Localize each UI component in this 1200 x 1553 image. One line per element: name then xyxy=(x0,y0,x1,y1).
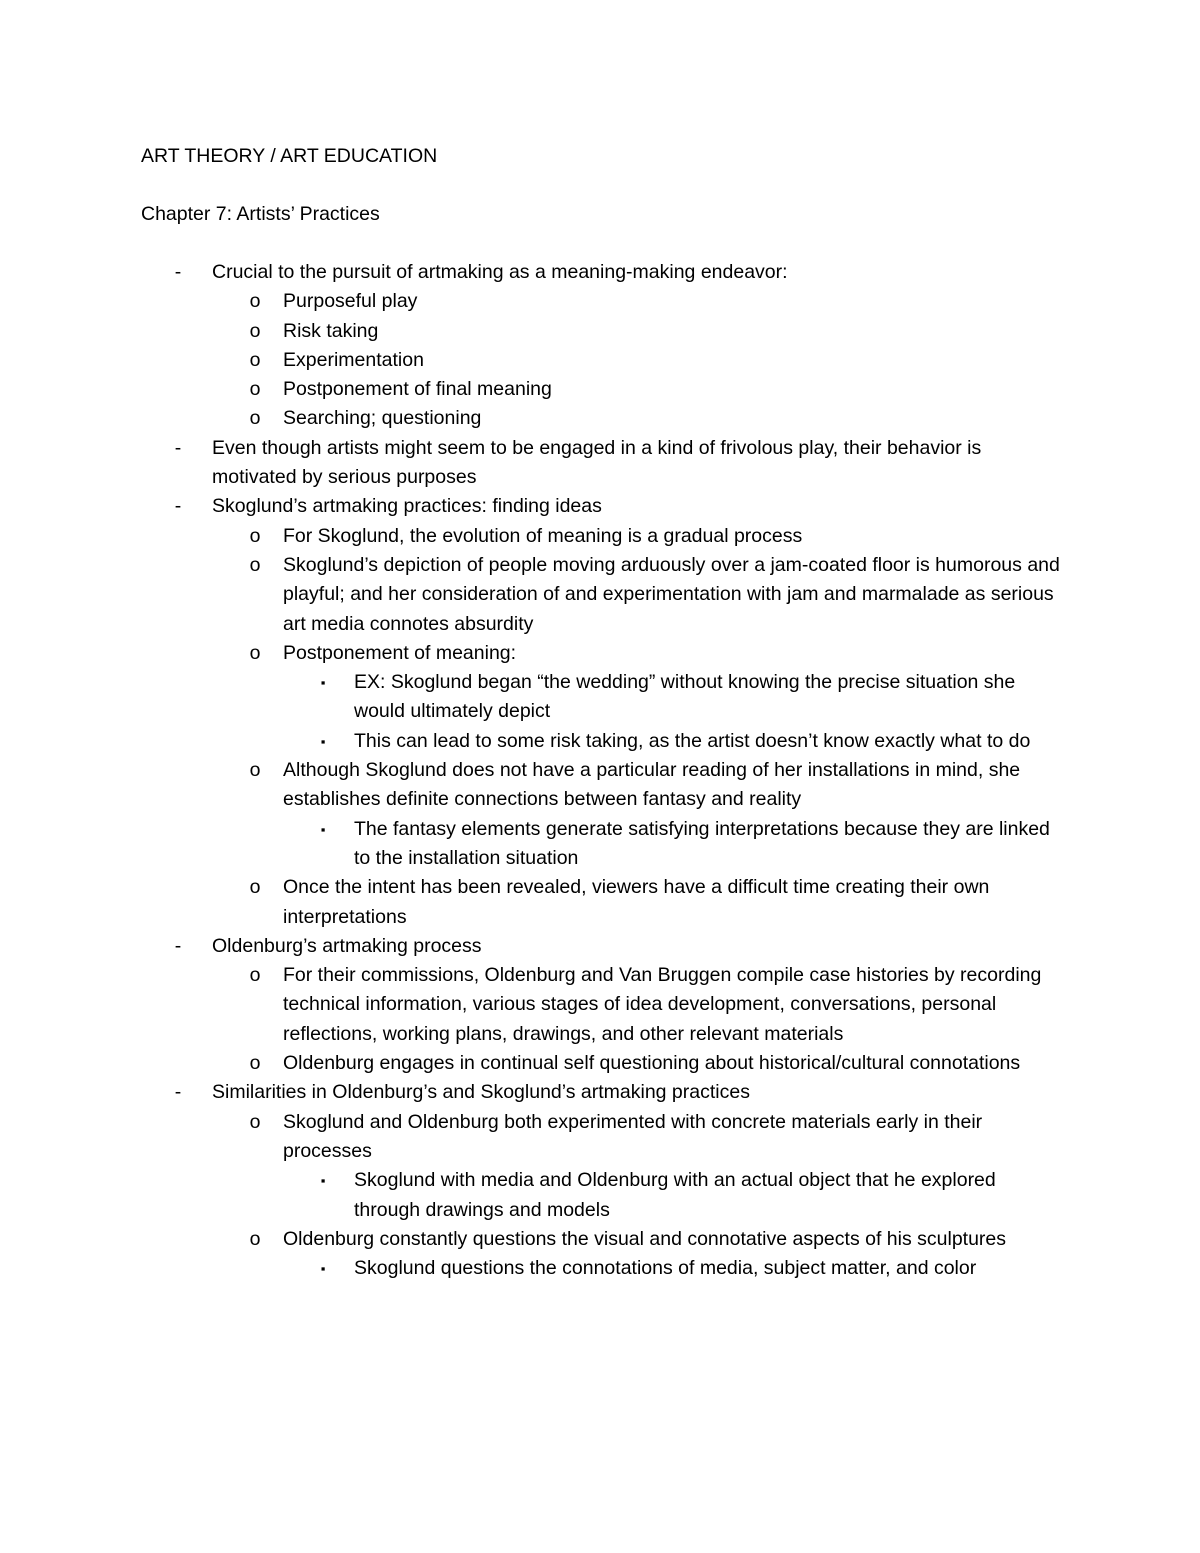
outline-item-level-2 xyxy=(0,1049,1063,1078)
square-bullet-icon: ▪ xyxy=(320,1173,326,1189)
dash-bullet-icon: - xyxy=(174,934,182,957)
document-title: ART THEORY / ART EDUCATION xyxy=(141,145,438,167)
dash-bullet-icon: - xyxy=(174,436,182,459)
chapter-heading: Chapter 7: Artists’ Practices xyxy=(141,203,380,225)
outline-item-level-2 xyxy=(0,1108,1063,1167)
circle-bullet-icon: o xyxy=(249,348,261,371)
circle-bullet-icon: o xyxy=(249,1052,261,1075)
dash-bullet-icon: - xyxy=(174,1081,182,1104)
circle-bullet-icon: o xyxy=(249,1110,261,1133)
circle-bullet-icon: o xyxy=(249,759,261,782)
outline-item-text: Skoglund’s depiction of people moving arduously over a jam-coated floor is humorous and playful; and her consideration of and experimentation with jam and marmalade as serious art media connotes absurdity xyxy=(283,553,1060,635)
circle-bullet-icon: o xyxy=(249,641,261,664)
outline-item-level-2 xyxy=(0,317,1063,346)
circle-bullet-icon: o xyxy=(249,876,261,899)
outline-item-text: EX: Skoglund began “the wedding” without knowing the precise situation she would ultimately depict xyxy=(354,671,1016,723)
outline-item-text: Skoglund questions the connotations of media, subject matter, and color xyxy=(354,1257,977,1280)
outline-item-level-1 xyxy=(0,492,1060,521)
circle-bullet-icon: o xyxy=(249,553,261,576)
square-bullet-icon: ▪ xyxy=(320,1261,326,1277)
outline-item-level-1 xyxy=(0,434,1060,493)
outline-item-level-2 xyxy=(0,756,1063,815)
circle-bullet-icon: o xyxy=(249,319,261,342)
outline-item-level-3 xyxy=(0,815,1064,874)
outline-item-level-3 xyxy=(0,727,1064,756)
circle-bullet-icon: o xyxy=(249,378,261,401)
outline-item-text: Experimentation xyxy=(283,348,424,371)
outline-item-level-3 xyxy=(0,668,1064,727)
outline-item-text: Oldenburg’s artmaking process xyxy=(212,934,482,957)
outline-item-level-2 xyxy=(0,346,1063,375)
circle-bullet-icon: o xyxy=(249,524,261,547)
outline-item-text: Skoglund with media and Oldenburg with an actual object that he explored through drawings and models xyxy=(354,1169,996,1221)
outline-item-level-2 xyxy=(0,404,1063,433)
outline-item-level-2 xyxy=(0,375,1063,404)
outline-item-text: Although Skoglund does not have a particular reading of her installations in mind, she establishes definite connections between fantasy and reality xyxy=(283,759,1021,811)
outline-item-level-2 xyxy=(0,1225,1063,1254)
outline-item-text: Searching; questioning xyxy=(283,407,482,430)
square-bullet-icon: ▪ xyxy=(320,821,326,837)
outline-item-level-2 xyxy=(0,873,1063,932)
outline-item-level-2 xyxy=(0,551,1063,639)
circle-bullet-icon: o xyxy=(249,1227,261,1250)
outline-item-text: The fantasy elements generate satisfying interpretations because they are linked to the installation situation xyxy=(354,817,1050,869)
outline-item-text: Crucial to the pursuit of artmaking as a meaning-making endeavor: xyxy=(212,261,788,283)
outline-item-text: Postponement of meaning: xyxy=(283,641,517,664)
outline-item-level-2 xyxy=(0,961,1063,1049)
outline-item-text: Postponement of final meaning xyxy=(283,378,552,401)
outline-item-text: For Skoglund, the evolution of meaning is a gradual process xyxy=(283,524,803,547)
outline-item-level-2 xyxy=(0,287,1063,316)
outline-item-text: Skoglund and Oldenburg both experimented with concrete materials early in their processes xyxy=(283,1110,983,1162)
outline-item-level-3 xyxy=(0,1166,1064,1225)
outline-item-text: For their commissions, Oldenburg and Van Bruggen compile case histories by recording technical information, various stages of idea development, conversations, personal reflections, working plans, drawings, and other relevant materials xyxy=(283,964,1042,1045)
outline-item-level-1 xyxy=(0,258,1060,287)
outline-item-text: Skoglund’s artmaking practices: finding ideas xyxy=(212,495,602,518)
outline-item-level-1 xyxy=(0,932,1060,961)
dash-bullet-icon: - xyxy=(174,495,182,518)
outline-item-text: Once the intent has been revealed, viewers have a difficult time creating their own interpretations xyxy=(283,876,990,928)
circle-bullet-icon: o xyxy=(249,964,261,987)
notes-outline xyxy=(0,258,1200,1283)
circle-bullet-icon: o xyxy=(249,290,261,313)
outline-item-text: Purposeful play xyxy=(283,290,418,313)
outline-item-level-2 xyxy=(0,639,1063,668)
outline-item-text: This can lead to some risk taking, as the artist doesn’t know exactly what to do xyxy=(354,729,1031,752)
dash-bullet-icon: - xyxy=(174,261,182,283)
outline-item-level-3 xyxy=(0,1254,1064,1283)
outline-item-text: Risk taking xyxy=(283,319,379,342)
square-bullet-icon: ▪ xyxy=(320,675,326,691)
outline-item-text: Oldenburg constantly questions the visual and connotative aspects of his sculptures xyxy=(283,1227,1007,1250)
outline-item-text: Similarities in Oldenburg’s and Skoglund’s artmaking practices xyxy=(212,1081,750,1104)
outline-item-level-2 xyxy=(0,522,1063,551)
outline-item-text: Oldenburg engages in continual self questioning about historical/cultural connotations xyxy=(283,1052,1021,1075)
square-bullet-icon: ▪ xyxy=(320,733,326,749)
circle-bullet-icon: o xyxy=(249,407,261,430)
outline-item-text: Even though artists might seem to be engaged in a kind of frivolous play, their behavior is motivated by serious purposes xyxy=(212,436,982,489)
outline-item-level-1 xyxy=(0,1078,1060,1107)
